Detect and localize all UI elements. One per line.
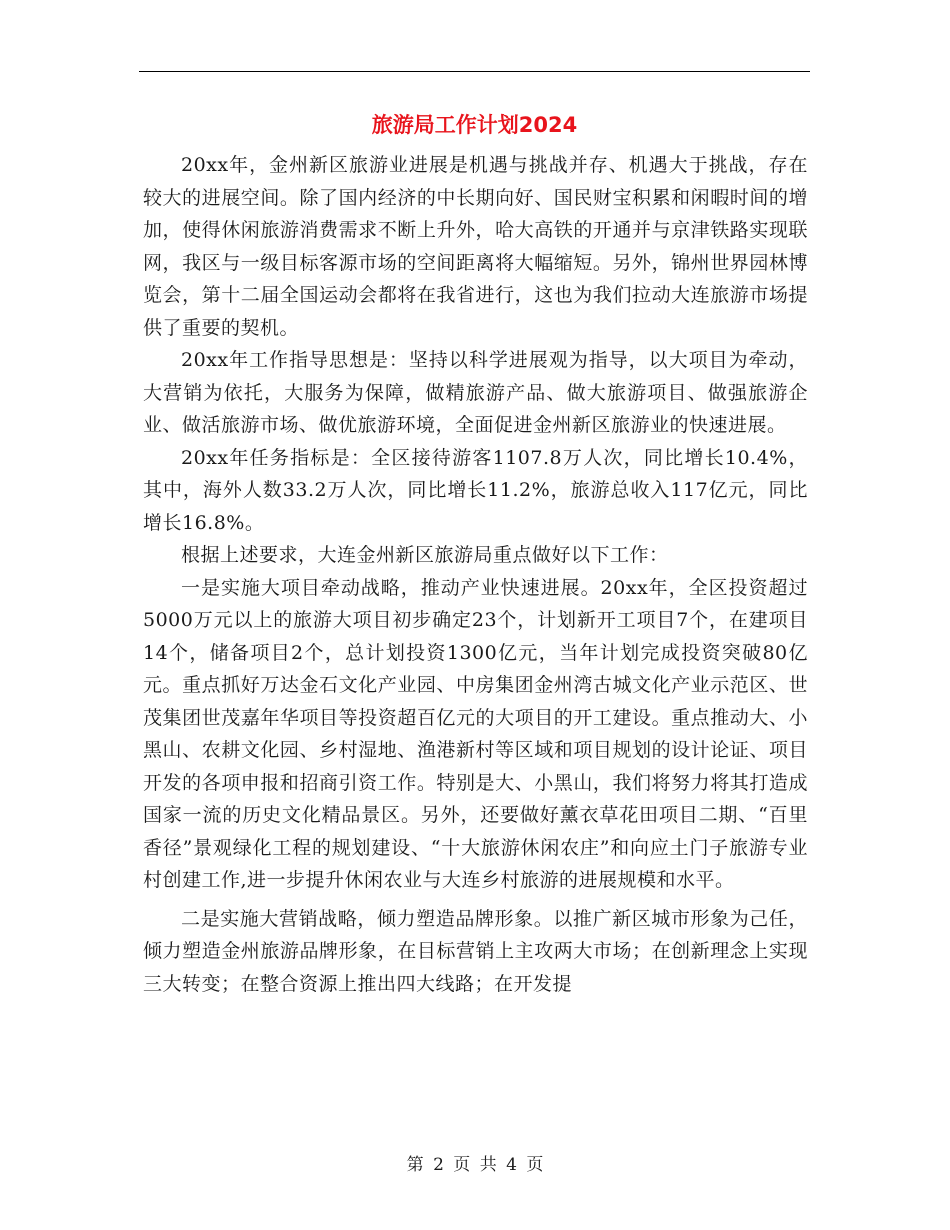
page-number-footer: 第 2 页 共 4 页 xyxy=(406,1155,544,1175)
paragraph-major-projects: 一是实施大项目牵动战略，推动产业快速进展。20xx年，全区投资超过5000万元以上的旅游大项目初步确定23个，计划新开工项目7个，在建项目14个，储备项目2个，总计划投资1300亿元，当年计划完成投资突破80亿元。重点抓好万达金石文化产业园、中房集团金州湾古城文化产业示范区、世茂集团世茂嘉年华项目等投资超百亿元的大项目的开工建设。重点推动大、小黑山、农耕文化园、乡村湿地、渔港新村等区域和项目规划的设计论证、项目开发的各项申报和招商引资工作。特别是大、小黑山，我们将努力将其打造成国家一流的历史文化精品景区。另外，还要做好薰衣草花田项目二期、“百里香径”景观绿化工程的规划建设、“十大旅游休闲农庄”和向应土门子旅游专业村创建工作,进一步提升休闲农业与大连乡村旅游的进展规模和水平。 xyxy=(143,576,808,891)
paragraph-outlook: 20xx年，金州新区旅游业进展是机遇与挑战并存、机遇大于挑战，存在较大的进展空间。除了国内经济的中长期向好、国民财宝积累和闲暇时间的增加，使得休闲旅游消费需求不断上升外，哈大高铁的开通并与京津铁路实现联网，我区与一级目标客源市场的空间距离将大幅缩短。另外，锦州世界园林博览会，第十二届全国运动会都将在我省进行，这也为我们拉动大连旅游市场提供了重要的契机。 xyxy=(143,154,808,339)
paragraph-targets: 20xx年任务指标是：全区接待游客1107.8万人次，同比增长10.4%，其中，海外人数33.2万人次，同比增长11.2%，旅游总收入117亿元，同比增长16.8%。 xyxy=(143,446,808,534)
paragraph-guiding-ideology: 20xx年工作指导思想是：坚持以科学进展观为指导，以大项目为牵动，大营销为依托，大服务为保障，做精旅游产品、做大旅游项目、做强旅游企业、做活旅游市场、做优旅游环境，全面促进金州新区旅游业的快速进展。 xyxy=(143,349,808,436)
document-body xyxy=(143,149,808,1000)
document-title: 旅游局工作计划2024 xyxy=(371,113,578,137)
paragraph-marketing: 二是实施大营销战略，倾力塑造品牌形象。以推广新区城市形象为己任，倾力塑造金州旅游品牌形象，在目标营销上主攻两大市场；在创新理念上实现三大转变；在整合资源上推出四大线路；在开发提 xyxy=(143,907,808,995)
paragraph-key-tasks-intro: 根据上述要求，大连金州新区旅游局重点做好以下工作： xyxy=(181,544,669,566)
header-rule xyxy=(139,71,810,72)
